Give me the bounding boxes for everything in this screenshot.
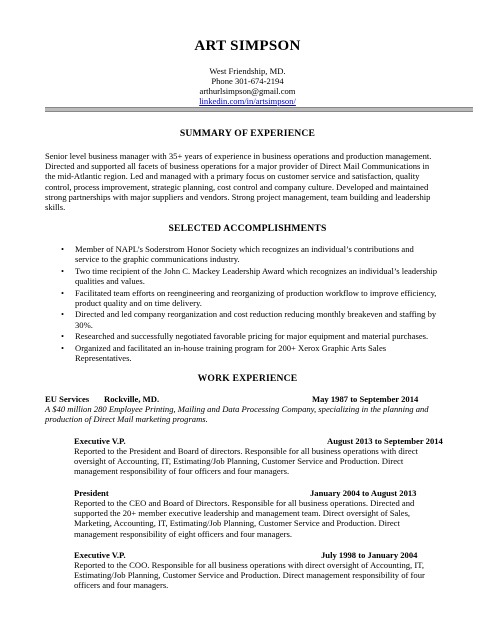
company-description: [45, 404, 475, 424]
list-item-line: Two time recipient of the John C. Mackey Leadership Award which recognizes an individual’s leadership: [75, 265, 438, 276]
list-item: [45, 331, 473, 341]
role-line: oversight of Accounting, IT, Estimating/Job Planning, Customer Service and Production. Direct: [74, 456, 404, 467]
summary-heading: SUMMARY OF EXPERIENCE: [179, 128, 316, 139]
role-line: Estimating/Job Planning, Customer Service and Production. Direct management responsibility of four: [74, 570, 425, 581]
contact-linkedin-row: [0, 96, 495, 106]
summary-line: control, process improvement, strategic planning, cost control and company culture. Developed and maintained: [45, 181, 429, 192]
role-title: Executive V.P.: [74, 550, 126, 560]
role-description: [74, 498, 474, 539]
bullet-icon: •: [61, 342, 65, 353]
role-dates: January 2004 to August 2013: [310, 488, 417, 498]
summary-line: Senior level business manager with 35+ years of experience in business operations and production management.: [45, 151, 432, 161]
list-item-line: 30%.: [75, 319, 93, 330]
list-item: [45, 266, 473, 286]
accomplishments-heading: SELECTED ACCOMPLISHMENTS: [168, 223, 327, 234]
contact-address: West Friendship, MD.: [209, 66, 286, 76]
accomplishments-list: [45, 244, 473, 365]
candidate-name: ART SIMPSON: [194, 38, 301, 54]
list-item-line: Representatives.: [75, 352, 132, 363]
bullet-icon: •: [61, 331, 65, 342]
role-dates: July 1998 to January 2004: [321, 550, 418, 560]
summary-line: strong partnerships with major suppliers and vendors. Strong project management, team building and leadership: [45, 191, 431, 202]
list-item-line: Member of NAPL’s Soderstrom Honor Society which recognizes an individual’s contributions and: [75, 244, 414, 254]
list-item-line: Researched and successfully negotiated favorable pricing for major equipment and material purchases.: [75, 331, 429, 342]
list-item: [45, 309, 473, 329]
role-line: Reported to the President and Board of directors. Responsible for all business operations with direct: [74, 446, 418, 456]
linkedin-link[interactable]: linkedin.com/in/artsimpson/: [199, 96, 296, 106]
list-item-line: qualities and values.: [75, 276, 145, 286]
role-description: [74, 446, 474, 477]
role-dates: August 2013 to September 2014: [327, 436, 443, 446]
list-item: [45, 244, 473, 264]
header-divider: [45, 107, 473, 112]
experience-heading: WORK EXPERIENCE: [197, 373, 298, 384]
list-item-line: Organized and facilitated an in-house training program for 200+ Xerox Graphic Arts Sales: [75, 342, 387, 353]
list-item: [45, 343, 473, 363]
role-line: supported the 20+ member executive leadership and management team. Direct oversight of Sales,: [74, 508, 411, 519]
summary-paragraph: [45, 151, 473, 212]
role-description: [74, 560, 474, 591]
list-item: [45, 288, 473, 308]
role-line: Reported to the COO. Responsible for all business operations with direct oversight of Accounting, IT,: [74, 560, 424, 570]
list-item-line: service to the graphic communications industry.: [75, 254, 240, 265]
company-description-line: A $40 million 280 Employee Printing, Mailing and Data Processing Company, specializing in the planning and: [45, 404, 429, 414]
list-item-line: product quality and on time delivery.: [75, 297, 202, 308]
contact-email: arthurlsimpson@gmail.com: [199, 86, 296, 96]
role-line: management responsibility of four officers and four managers.: [74, 466, 290, 477]
role-title: President: [74, 488, 109, 498]
bullet-icon: •: [61, 244, 65, 254]
bullet-icon: •: [61, 265, 65, 276]
company-location: Rockville, MD.: [104, 394, 160, 404]
bullet-icon: •: [61, 309, 65, 320]
list-item-line: Facilitated team efforts on reengineering and reorganizing of production workflow to improve efficiency,: [75, 287, 437, 298]
company-dates: May 1987 to September 2014: [312, 394, 419, 404]
summary-line: the mid-Atlantic region. Led and managed with a primary focus on customer service and satisfaction, quality: [45, 171, 420, 182]
list-item-line: Directed and led company reorganization and cost reduction reducing monthly breakeven and staffing by: [75, 309, 437, 320]
role-line: Marketing, Accounting, IT, Estimating/Job Planning, Customer Service and Production. Direct: [74, 518, 400, 529]
company-name: EU Services: [45, 394, 90, 404]
role-line: management responsibility of eight officers and four managers.: [74, 528, 292, 539]
summary-line: Directed and supported all facets of business operations for a major provider of Direct Mail Communications in: [45, 161, 430, 172]
role-line: Reported to the CEO and Board of Directors. Responsible for all business operations. Directed and: [74, 498, 415, 508]
company-description-line: production of Direct Mail marketing programs.: [45, 414, 208, 425]
summary-line: skills.: [45, 202, 66, 213]
contact-phone: Phone 301-674-2194: [211, 76, 284, 86]
role-title: Executive V.P.: [74, 436, 126, 446]
role-line: officers and four managers.: [74, 580, 169, 591]
bullet-icon: •: [61, 287, 65, 298]
